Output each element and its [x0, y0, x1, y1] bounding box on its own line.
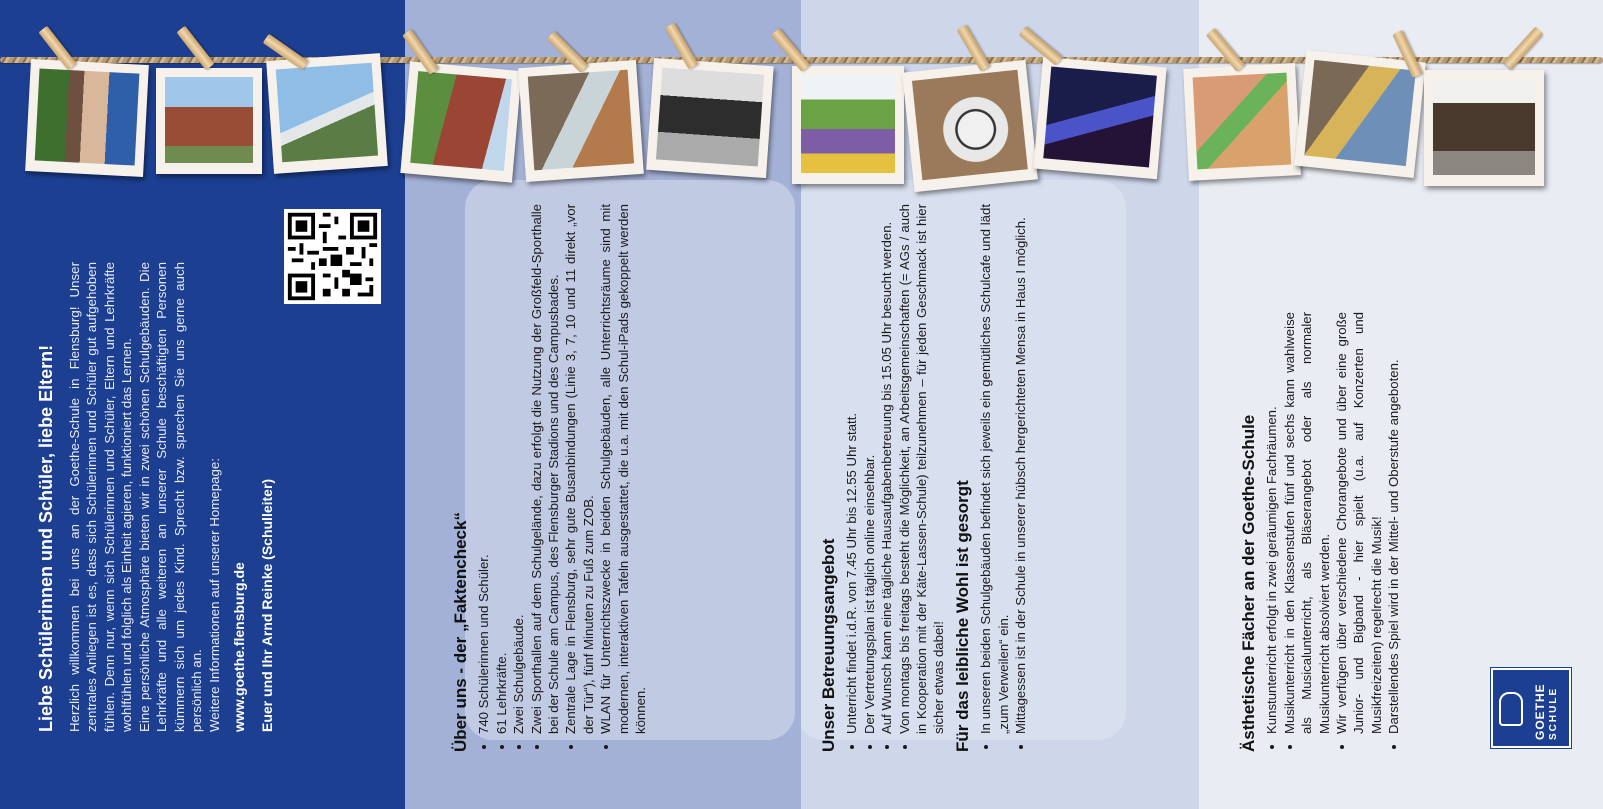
list-item: • Der Vertretungsplan ist täglich online einsehbar. [861, 204, 878, 734]
list-item: • WLAN für Unterrichtszwecke in beiden Schulgebäuden, alle Unterrichtsräume sind mit modernen, interaktiven Tafeln ausgestattet, die u.a. mit den Schul-iPads gekoppelt werden können. [597, 204, 649, 734]
list-item: • Mittagessen ist in der Schule in unserer hübsch hergerichteten Mensa in Haus I möglich. [1012, 204, 1029, 734]
list-item: • In unseren beiden Schulgebäuden befindet sich jeweils ein gemütliches Schulcafe und lädt „zum Verweilen“ ein. [977, 204, 1012, 734]
list-item: • Kunstunterricht erfolgt in zwei geräumigen Fachräumen. [1263, 312, 1280, 734]
website-link[interactable]: www.goethe.flensburg.de [231, 562, 247, 732]
qr-code[interactable] [284, 209, 381, 304]
photo-ipad [902, 60, 1038, 192]
photo-harbour [266, 53, 388, 174]
verpflegung-list [977, 204, 1029, 752]
goethe-schule-logo [1491, 668, 1571, 748]
photo-school-building [156, 68, 262, 174]
welcome-heading: Liebe Schülerinnen und Schüler, liebe Eltern! [36, 344, 56, 732]
list-item: • 740 Schülerinnen und Schüler. [475, 204, 492, 734]
photo-brass [1294, 50, 1425, 178]
logo-emblem-icon [1499, 692, 1523, 726]
aesthetik-heading: Ästhetische Fächer an der Goethe-Schule [1239, 414, 1258, 752]
list-item: • Zwei Schulgebäude. [510, 204, 527, 734]
photo-concert [1033, 57, 1166, 179]
photo-campus [400, 61, 521, 182]
list-item: • Unterricht findet i.d.R. von 7.45 Uhr bis 12.55 Uhr statt. [843, 204, 860, 734]
faktencheck-heading: Über uns - der „Faktencheck“ [451, 512, 470, 752]
welcome-paragraph-3: Weitere Informationen auf unserer Homepage: [206, 458, 222, 732]
photo-group [646, 58, 774, 178]
verpflegung-heading: Für das leibliche Wohl ist gesorgt [952, 480, 972, 752]
photo-principal [25, 59, 149, 177]
aesthetik-textblock [1240, 312, 1403, 752]
photo-bigband [1424, 70, 1544, 186]
faktencheck-textblock [452, 204, 649, 752]
list-item: • Darstellendes Spiel wird in der Mittel- und Oberstufe angeboten. [1385, 312, 1402, 734]
aesthetik-list [1263, 312, 1402, 752]
betreuung-textblock [820, 204, 1029, 752]
faktencheck-list [475, 204, 649, 752]
welcome-paragraph-2: Eine persönliche Atmosphäre bieten wir in zwei schönen Schulgebäuden. Die Lehrkräfte und alle weiteren an unserer Schule beschäftigten Personen kümmern sich um jedes Kind. Sprecht bzw. sprechen Sie uns gerne auch persönlich an. [136, 262, 204, 732]
betreuung-heading: Unser Betreuungsangebot [819, 538, 838, 752]
list-item: • Zentrale Lage in Flensburg, sehr gute Busanbindungen (Linie 3, 7, 10 und 11 direkt „vor der Tür“), fünf Minuten zu Fuß zum ZOB. [562, 204, 597, 734]
betreuung-list [843, 204, 947, 752]
list-item: • Zwei Sporthallen auf dem Schulgelände, dazu erfolgt die Nutzung der Großfeld-Sporthalle bei der Schule am Campus, des Flensburger Stadions und des Campusbades. [528, 204, 563, 734]
photo-sports-field [792, 66, 904, 184]
list-item: • Musikunterricht in den Klassenstufen fünf und sechs kann wahlweise als Musicalunterricht, als Bläserangebot oder als normaler Musikunterricht absolviert werden. [1281, 312, 1333, 734]
photo-classroom [518, 60, 644, 182]
list-item: • 61 Lehrkräfte. [493, 204, 510, 734]
list-item: • Auf Wunsch kann eine tägliche Hausaufgabenbetreuung bis 15.05 Uhr besucht werden. [878, 204, 895, 734]
welcome-paragraph-1: Herzlich willkommen bei uns an der Goethe-Schule in Flensburg! Unser zentrales Anliegen ist es, dass sich Schülerinnen und Schüler gut aufgehoben fühlen. Denn nur, wenn sich Schülerinnen und Schüler, Eltern und Lehrkräfte wohlfühlen und folglich als Einheit agieren, funktioniert das Lernen. [66, 262, 134, 732]
list-item: • Wir verfügen über verschiedene Chorangebote und über eine große Junior- und Bigband - hier spielt (u.a. auf Konzerten und Musikfreizeiten) regelrecht die Musik! [1333, 312, 1385, 734]
welcome-textblock [38, 262, 276, 732]
principal-signature: Euer und Ihr Arnd Reinke (Schulleiter) [258, 478, 275, 732]
photo-art [1183, 63, 1301, 181]
list-item: • Von montags bis freitags besteht die Möglichkeit, an Arbeitsgemeinschaften (= AGs / auch in Kooperation mit der Käte-Lassen-Schule) teilzunehmen – für jeden Geschmack ist hier sicher etwas dabei! [896, 204, 948, 734]
logo-line-2: SCHULE [1548, 686, 1559, 740]
logo-line-1: GOETHE [1533, 683, 1547, 740]
